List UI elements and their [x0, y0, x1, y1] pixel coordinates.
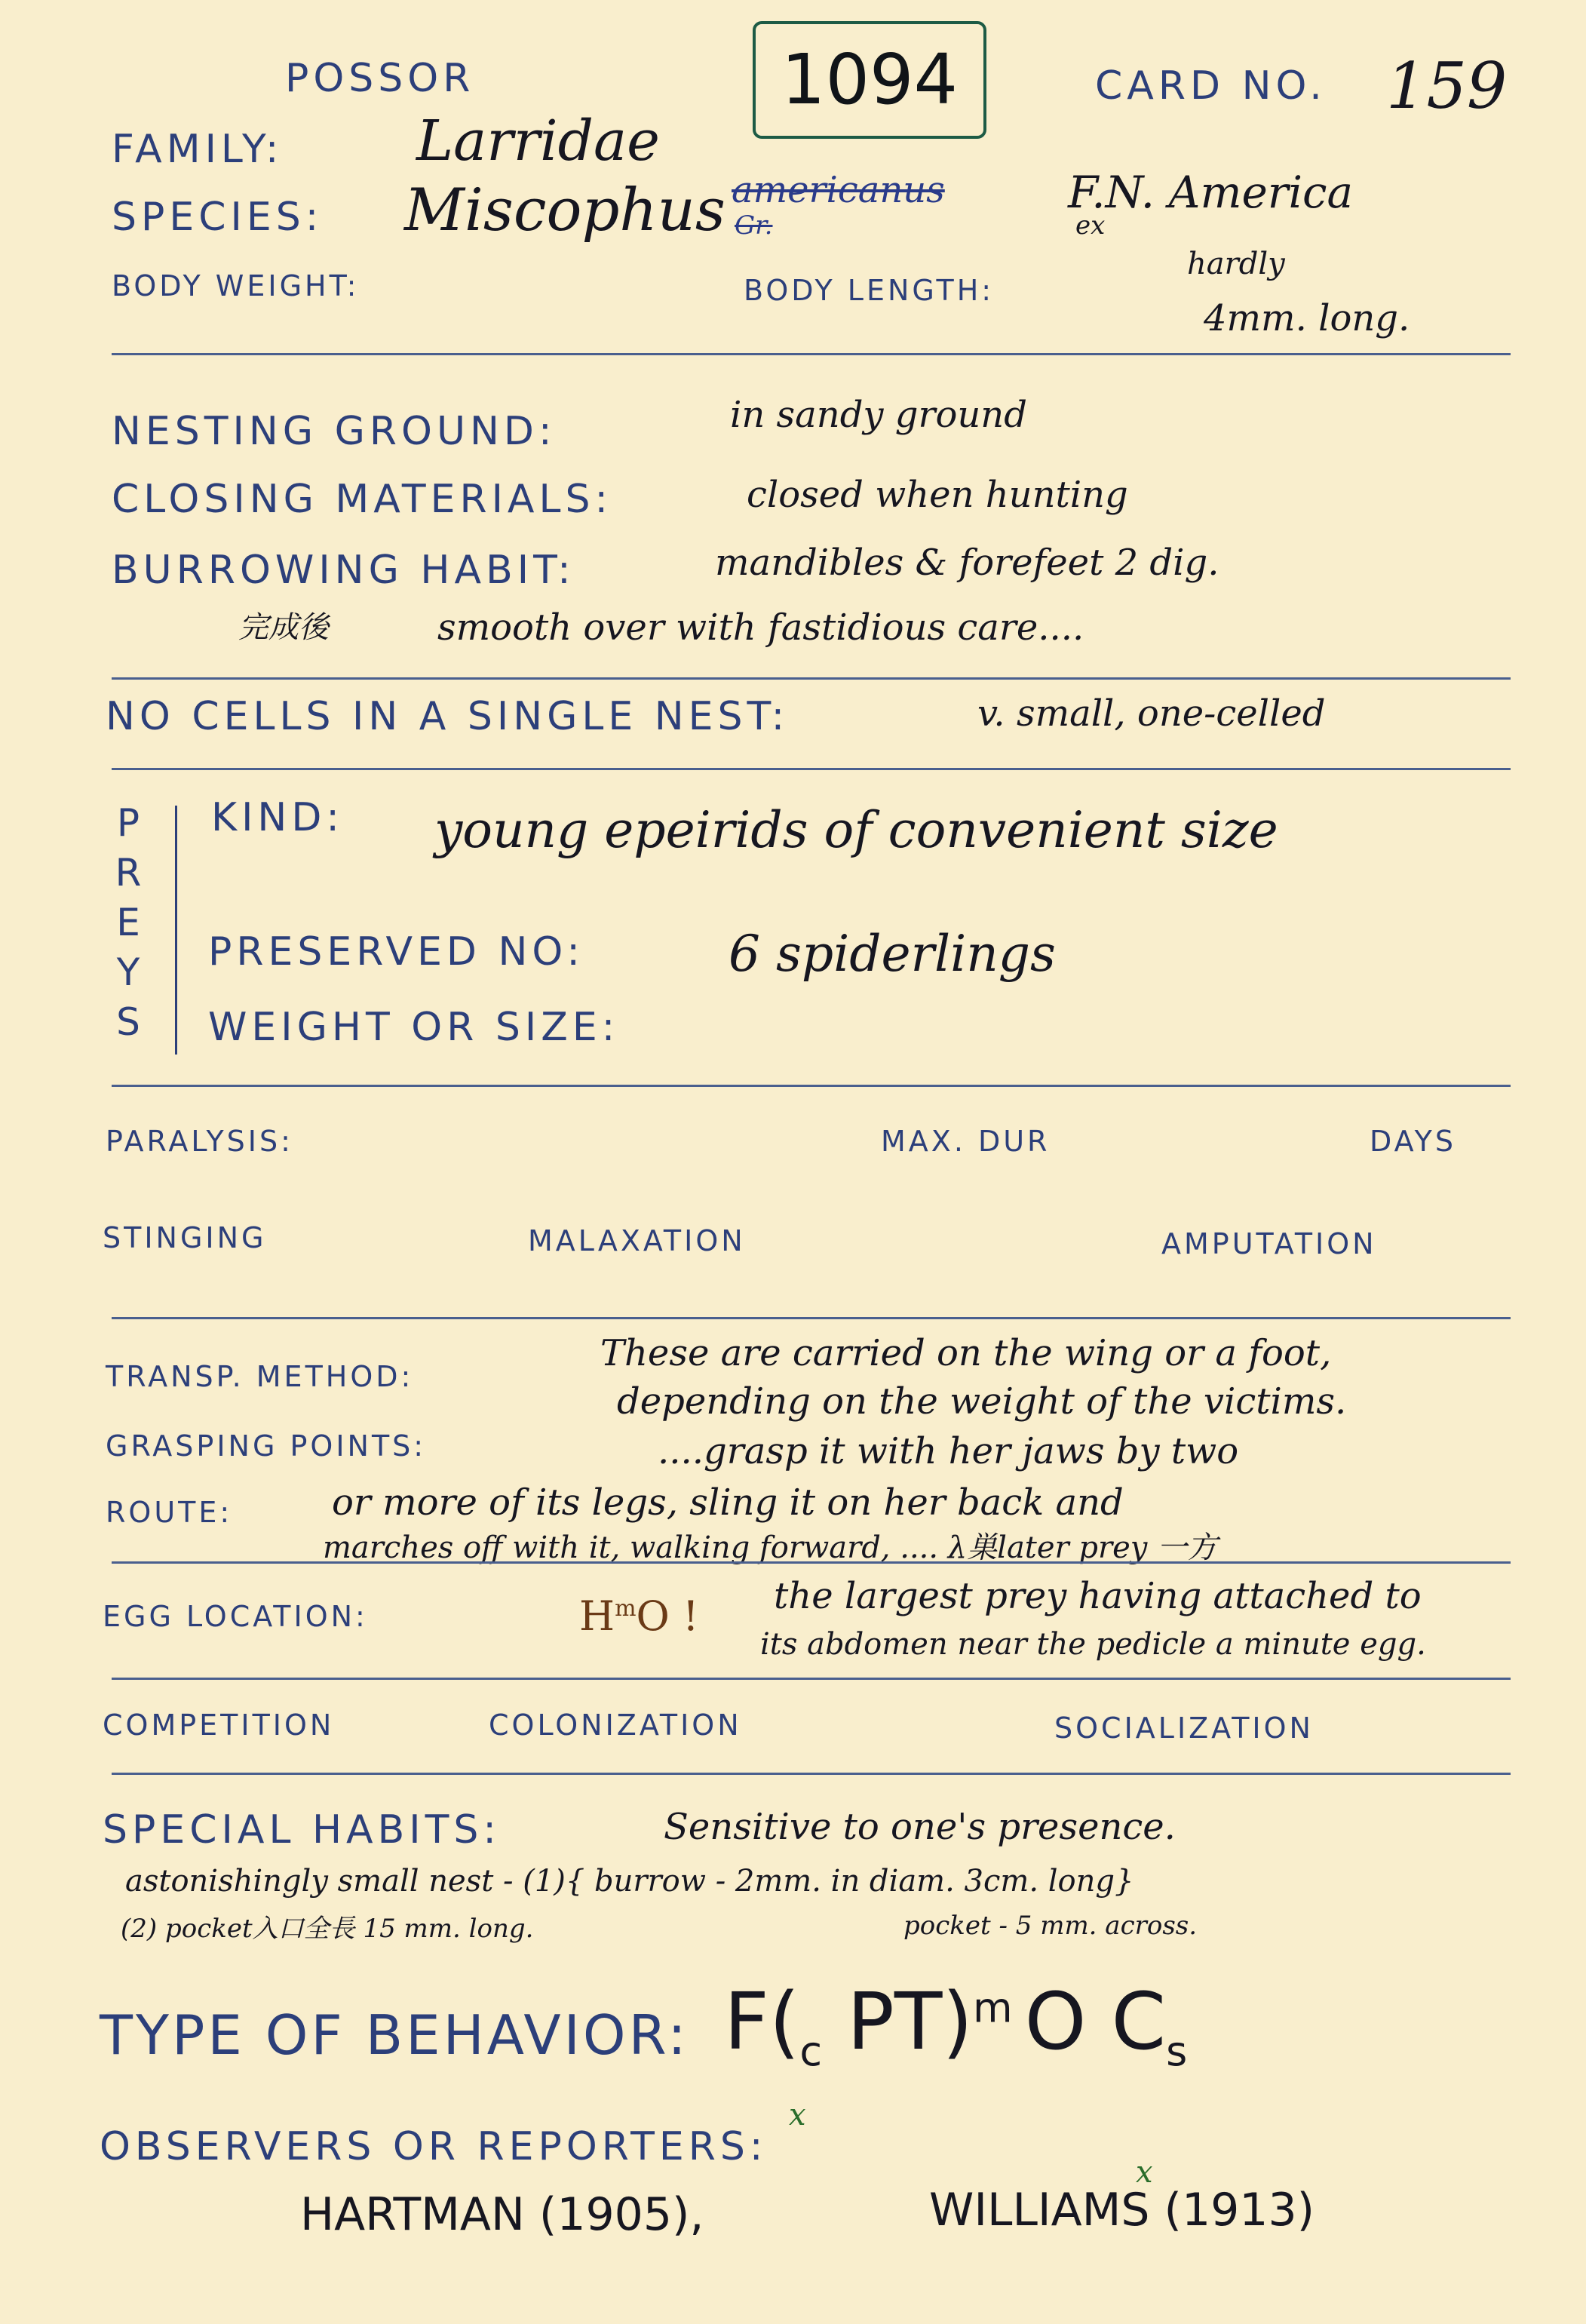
formula-part-a: F(	[724, 1976, 800, 2068]
divider	[112, 353, 1511, 355]
body-length-label: BODY LENGTH:	[744, 274, 995, 307]
species-struck-word: americanus	[732, 169, 945, 211]
formula-part-c: c	[799, 2027, 823, 2075]
divider	[112, 1678, 1511, 1680]
burrowing-habit-value: mandibles & forefeet 2 dig.	[715, 542, 1219, 584]
body-length-value-1: hardly	[1187, 247, 1285, 281]
family-label: FAMILY:	[112, 127, 284, 172]
cells-label: NO CELLS IN A SINGLE NEST:	[106, 694, 790, 739]
type-of-behavior-label: TYPE OF BEHAVIOR:	[100, 2003, 689, 2067]
egg-code-letter: H	[579, 1592, 615, 1640]
prey-kind-value: young epeirids of convenient size	[434, 801, 1278, 859]
transport-method-line-1: These are carried on the wing or a foot,	[600, 1332, 1332, 1374]
colonization-label: COLONIZATION	[489, 1708, 742, 1742]
socialization-label: SOCIALIZATION	[1054, 1712, 1314, 1745]
family-value: Larridae	[416, 109, 660, 173]
nesting-ground-value: in sandy ground	[730, 394, 1027, 436]
behavior-formula	[724, 1976, 1188, 2075]
preys-letter: P	[116, 801, 140, 845]
competition-label: COMPETITION	[103, 1708, 335, 1742]
divider	[112, 677, 1511, 680]
prey-kind-label: KIND:	[211, 795, 344, 840]
amputation-label: AMPUTATION	[1161, 1227, 1377, 1260]
closing-materials-label: CLOSING MATERIALS:	[112, 477, 612, 522]
paralysis-label: PARALYSIS:	[106, 1125, 293, 1158]
special-habits-value: Sensitive to one's presence.	[664, 1806, 1176, 1848]
transport-method-label: TRANSP. METHOD:	[106, 1360, 414, 1393]
preys-letter: E	[116, 901, 140, 944]
max-dur-label: MAX. DUR	[881, 1125, 1051, 1158]
egg-location-code	[579, 1592, 699, 1640]
preys-letter: Y	[116, 950, 140, 994]
cells-value: v. small, one-celled	[977, 692, 1326, 735]
stinging-label: STINGING	[103, 1221, 267, 1254]
species-struck-abbr: Gr.	[735, 210, 773, 241]
species-value: Miscophus	[404, 177, 726, 244]
nesting-ground-label: NESTING GROUND:	[112, 409, 557, 454]
grasping-points-label: GRASPING POINTS:	[106, 1429, 427, 1463]
possor-label: POSSOR	[285, 56, 475, 101]
formula-part-s: s	[1166, 2027, 1188, 2075]
egg-code-superscript: m	[615, 1595, 637, 1622]
species-locality-mark: ex	[1075, 210, 1106, 241]
route-label: ROUTE:	[106, 1496, 233, 1529]
observers-label: OBSERVERS OR REPORTERS:	[100, 2124, 768, 2169]
divider	[112, 768, 1511, 770]
route-line-1: or more of its legs, sling it on her back and	[332, 1481, 1124, 1524]
special-habits-line-3-right: pocket - 5 mm. across.	[903, 1911, 1198, 1941]
divider	[112, 1317, 1511, 1319]
card-number-box-value: 1094	[781, 39, 959, 120]
malaxation-label: MALAXATION	[528, 1224, 746, 1257]
egg-location-line-2: its abdomen near the pedicle a minute egg.	[760, 1627, 1426, 1662]
observer-hartman: HARTMAN (1905),	[300, 2188, 704, 2241]
card-no-value: 159	[1386, 49, 1508, 123]
preys-side-label	[106, 798, 151, 1047]
divider	[112, 1085, 1511, 1087]
egg-location-line-1: the largest prey having attached to	[774, 1575, 1422, 1617]
preys-letter: R	[115, 851, 142, 895]
days-label: DAYS	[1370, 1125, 1456, 1158]
transport-method-line-2: depending on the weight of the victims.	[617, 1380, 1347, 1423]
formula-part-m: m	[972, 1984, 1013, 2032]
closing-materials-value: closed when hunting	[747, 474, 1128, 516]
divider	[112, 1561, 1511, 1564]
formula-part-b: PT)	[822, 1976, 973, 2068]
divider	[112, 1773, 1511, 1775]
card-number-box	[753, 21, 986, 139]
grasping-points-value: ....grasp it with her jaws by two	[658, 1430, 1239, 1472]
special-habits-line-3-left: (2) pocket入口全長 15 mm. long.	[121, 1914, 534, 1944]
egg-location-label: EGG LOCATION:	[103, 1600, 368, 1633]
preys-bracket	[175, 806, 177, 1055]
prey-weight-label: WEIGHT OR SIZE:	[208, 1005, 620, 1050]
body-length-value-2: 4mm. long.	[1204, 297, 1410, 339]
preserved-no-value: 6 spiderlings	[729, 925, 1056, 983]
preys-letter: S	[116, 1000, 140, 1044]
formula-part-o: O C	[1024, 1976, 1167, 2068]
observers-mark-1: x	[789, 2098, 806, 2132]
route-line-2: marches off with it, walking forward, .... λ巣later prey 一方	[323, 1530, 1218, 1565]
body-weight-label: BODY WEIGHT:	[112, 269, 360, 302]
burrowing-habit-label: BURROWING HABIT:	[112, 548, 575, 593]
observer-williams: WILLIAMS (1913)	[929, 2184, 1315, 2237]
burrowing-note-cjk: 完成後	[238, 610, 329, 645]
observers-mark-2: x	[1136, 2155, 1153, 2190]
card-no-label: CARD NO.	[1095, 63, 1327, 109]
species-locality: F.N. America	[1068, 167, 1354, 218]
egg-code-tail: O !	[636, 1592, 699, 1640]
species-label: SPECIES:	[112, 195, 324, 240]
special-habits-line-2: astonishingly small nest - (1){ burrow - 2mm. in diam. 3cm. long}	[125, 1864, 1134, 1899]
burrowing-note: smooth over with fastidious care....	[437, 606, 1084, 649]
special-habits-label: SPECIAL HABITS:	[103, 1807, 501, 1853]
preserved-no-label: PRESERVED NO:	[208, 929, 584, 975]
